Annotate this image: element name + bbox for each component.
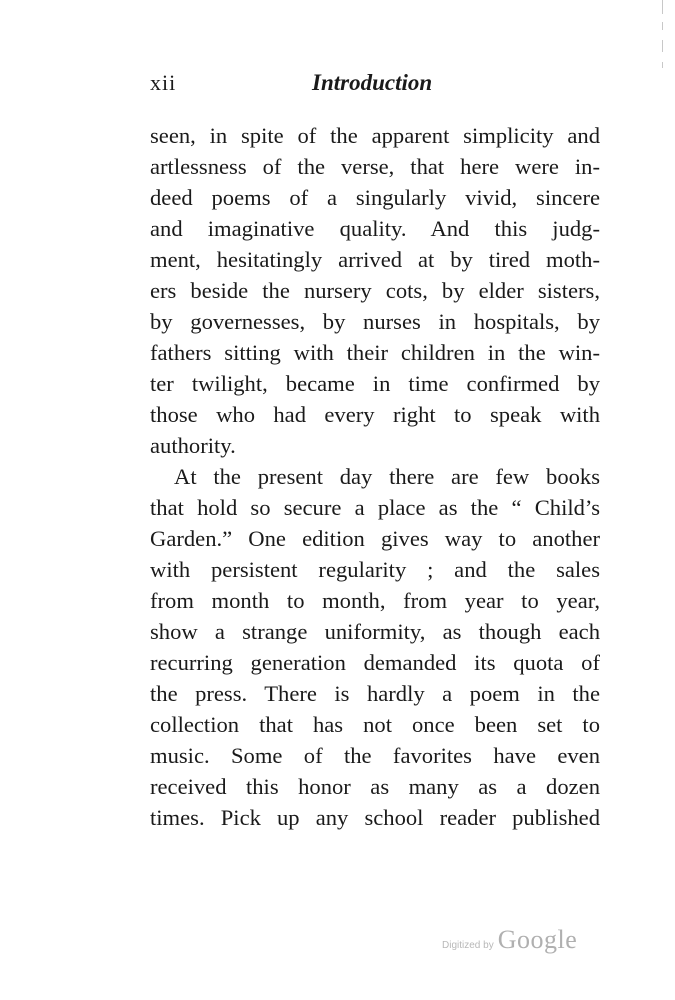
scan-edge-mark	[662, 22, 663, 30]
text-line: collection that has not once been set to	[150, 712, 600, 737]
text-line: with persistent regularity ; and the sales	[150, 557, 600, 582]
text-line: authority.	[150, 433, 236, 458]
digitized-watermark	[442, 925, 577, 955]
text-line: times. Pick up any school reader published	[150, 805, 600, 830]
scan-edge-mark	[662, 40, 663, 52]
text-line: ers beside the nursery cots, by elder sisters,	[150, 278, 600, 303]
text-line: seen, in spite of the apparent simplicity and	[150, 123, 600, 148]
scan-edge-mark	[662, 62, 663, 68]
text-line: music. Some of the favorites have even	[150, 743, 600, 768]
text-line: the press. There is hardly a poem in the	[150, 681, 600, 706]
google-logo: Google	[497, 925, 578, 954]
body-text	[150, 120, 600, 833]
watermark-prefix: Digitized by	[442, 940, 494, 951]
text-line: deed poems of a singularly vivid, sincere	[150, 185, 600, 210]
text-line: and imaginative quality. And this judg-	[150, 216, 600, 241]
text-line: recurring generation demanded its quota of	[150, 650, 600, 675]
scan-edge-mark	[662, 0, 663, 14]
text-line: from month to month, from year to year,	[150, 588, 600, 613]
text-line: Garden.” One edition gives way to another	[150, 526, 600, 551]
text-line: ment, hesitatingly arrived at by tired moth-	[150, 247, 600, 272]
text-line: artlessness of the verse, that here were in-	[150, 154, 600, 179]
text-line: those who had every right to speak with	[150, 402, 600, 427]
text-line: by governesses, by nurses in hospitals, by	[150, 309, 600, 334]
text-line: fathers sitting with their children in the win-	[150, 340, 600, 365]
page-number: xii	[150, 70, 177, 95]
text-line: that hold so secure a place as the “ Child’s	[150, 495, 600, 520]
running-head: Introduction	[312, 70, 433, 95]
text-line: show a strange uniformity, as though each	[150, 619, 600, 644]
text-line: ter twilight, became in time confirmed by	[150, 371, 600, 396]
text-line: received this honor as many as a dozen	[150, 774, 600, 799]
text-line: At the present day there are few books	[174, 464, 600, 489]
page-header	[150, 70, 602, 106]
